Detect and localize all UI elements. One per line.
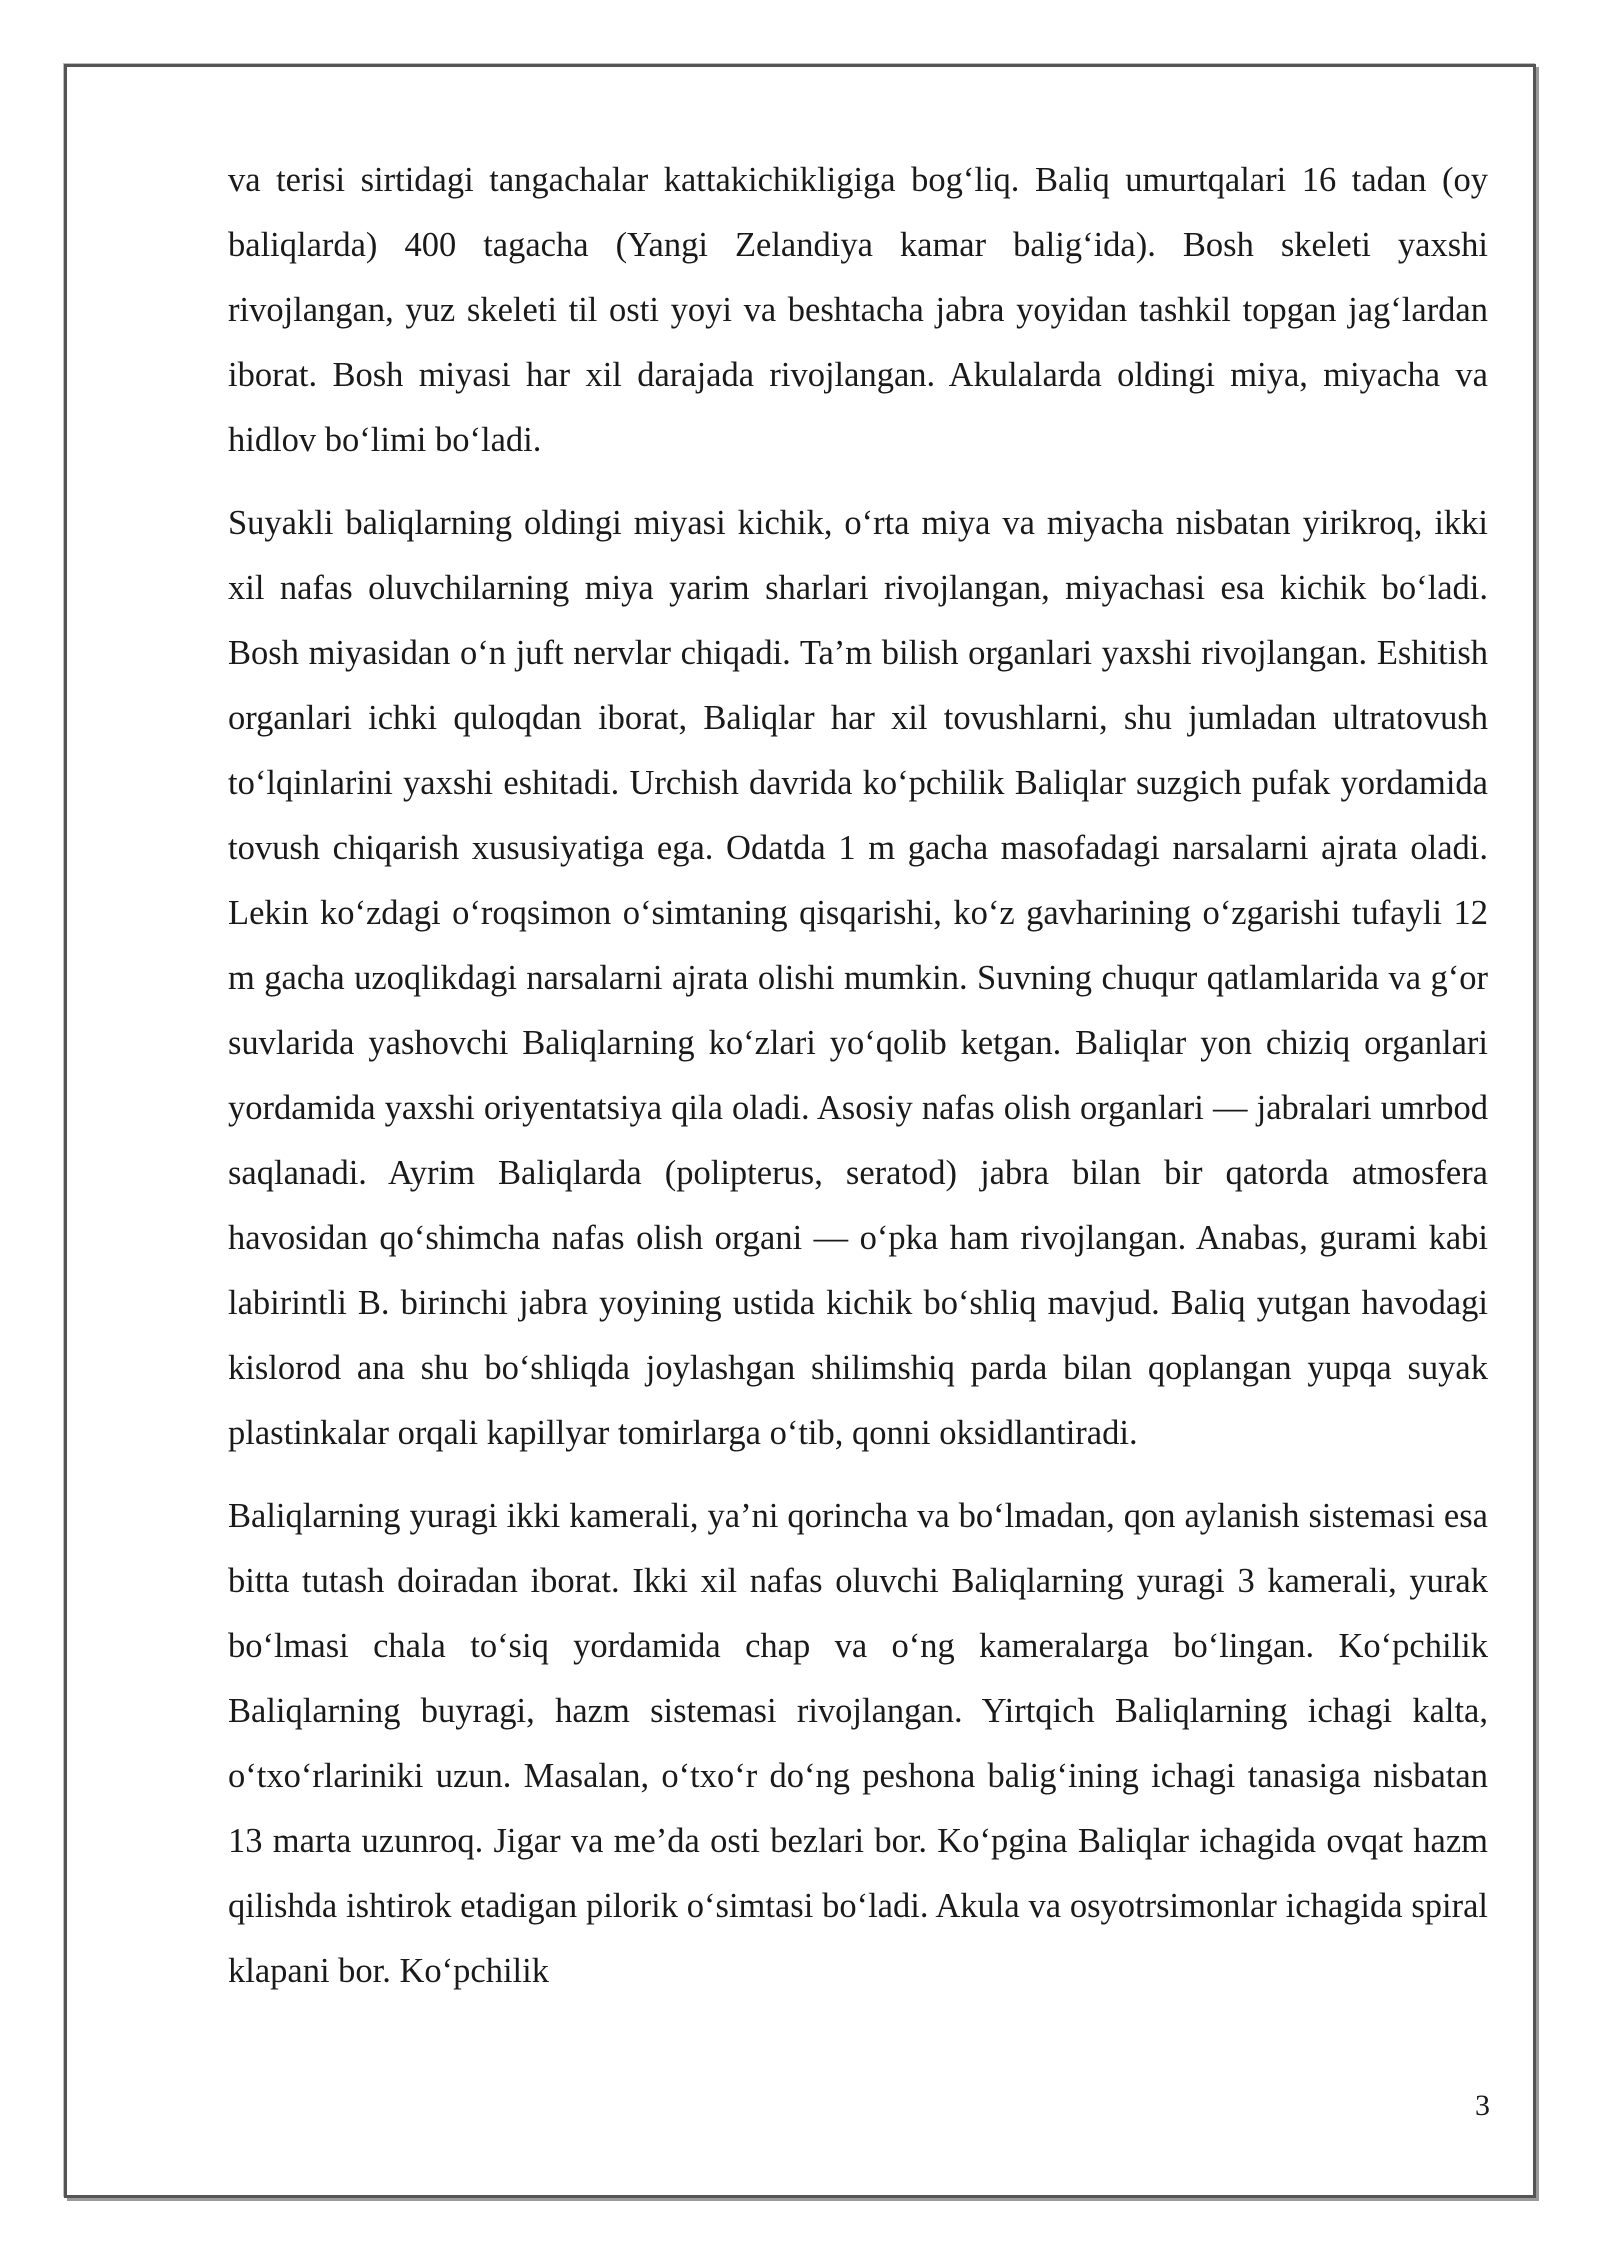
paragraph-3: Baliqlarning yuragi ikki kamerali, ya’ni qorincha va bo‘lmadan, qon aylanish sistemasi esa bitta tutash doiradan iborat. Ikki xil nafas oluvchi Baliqlarning yuragi 3 kamerali, yurak bo‘lmasi chala to‘siq yordamida chap va o‘ng kameralarga bo‘lingan. Ko‘pchilik Baliqlarning buyragi, hazm sistemasi rivojlangan. Yirtqich Baliqlarning ichagi kalta, o‘txo‘rlariniki uzun. Masalan, o‘txo‘r do‘ng peshona balig‘ining ichagi tanasiga nisbatan 13 marta uzunroq. Jigar va me’da osti bezlari bor. Ko‘pgina Baliqlar ichagida ovqat hazm qilishda ishtirok etadigan pilorik o‘simtasi bo‘ladi. Akula va osyotrsimonlar ichagida spiral klapani bor. Ko‘pchilik	[228, 1497, 1488, 1990]
paragraph-2: Suyakli baliqlarning oldingi miyasi kichik, o‘rta miya va miyacha nisbatan yirikroq, ikki xil nafas oluvchilarning miya yarim sharlari rivojlangan, miyachasi esa kichik bo‘ladi. Bosh miyasidan o‘n juft nervlar chiqadi. Ta’m bilish organlari yaxshi rivojlangan. Eshitish organlari ichki quloqdan iborat, Baliqlar har xil tovushlarni, shu jumladan ultratovush to‘lqinlarini yaxshi eshitadi. Urchish davrida ko‘pchilik Baliqlar suzgich pufak yordamida tovush chiqarish xususiyatiga ega. Odatda 1 m gacha masofadagi narsalarni ajrata oladi. Lekin ko‘zdagi o‘roqsimon o‘simtaning qisqarishi, ko‘z gavharining o‘zgarishi tufayli 12 m gacha uzoqlikdagi narsalarni ajrata olishi mumkin. Suvning chuqur qatlamlarida va g‘or suvlarida yashovchi Baliqlarning ko‘zlari yo‘qolib ketgan. Baliqlar yon chiziq organlari yordamida yaxshi oriyentatsiya qila oladi. Asosiy nafas olish organlari — jabralari umrbod saqlanadi. Ayrim Baliqlarda (polipterus, seratod) jabra bilan bir qatorda atmosfera havosidan qo‘shimcha nafas olish organi — o‘pka ham rivojlangan. Anabas, gurami kabi labirintli B. birinchi jabra yoyining ustida kichik bo‘shliq mavjud. Baliq yutgan havodagi kislorod ana shu bo‘shliqda joylashgan shilimshiq parda bilan qoplangan yupqa suyak plastinkalar orqali kapillyar tomirlarga o‘tib, qonni oksidlantiradi.	[228, 504, 1488, 1452]
paragraph-1: va terisi sirtidagi tangachalar kattakichikligiga bog‘liq. Baliq umurtqalari 16 tadan (oy baliqlarda) 400 tagacha (Yangi Zelandiya kamar balig‘ida). Bosh skeleti yaxshi rivojlangan, yuz skeleti til osti yoyi va beshtacha jabra yoyidan tashkil topgan jag‘lardan iborat. Bosh miyasi har xil darajada rivojlangan. Akulalarda oldingi miya, miyacha va hidlov bo‘limi bo‘ladi.	[228, 161, 1488, 459]
document-body	[228, 148, 1488, 2022]
page-number: 3	[1475, 2089, 1490, 2122]
